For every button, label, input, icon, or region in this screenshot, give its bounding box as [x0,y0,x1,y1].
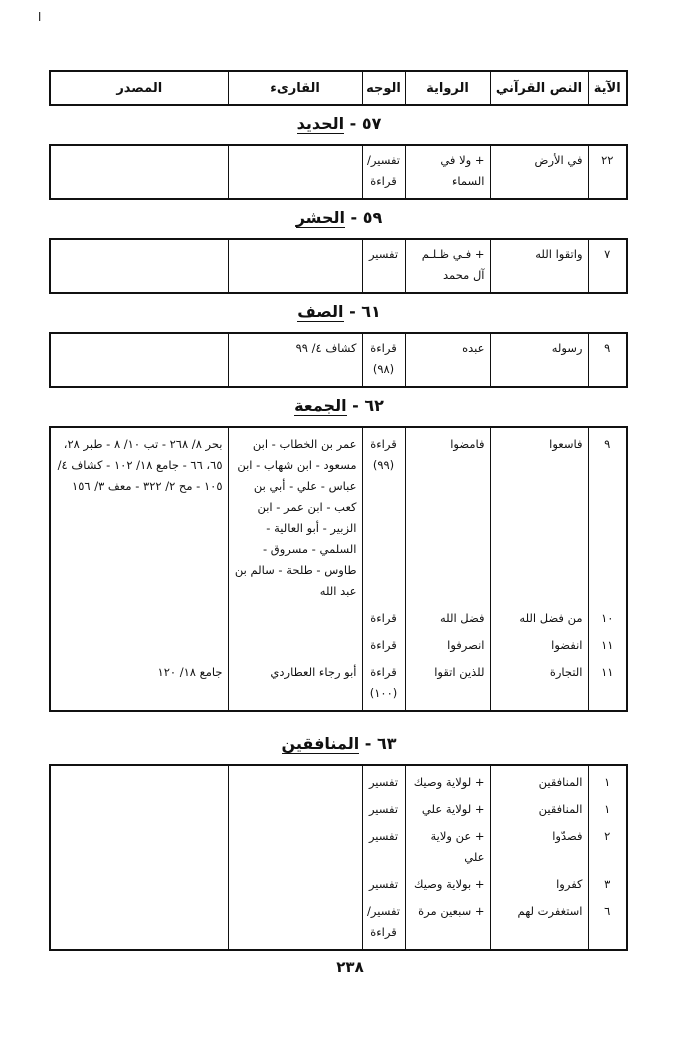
quranic-text-cell: واتقوا الله [490,239,588,293]
table-row [50,765,627,796]
narration-cell: + سبعين مرة [405,898,490,950]
surah-title: ٦١ - الصف [297,302,381,321]
ayah-cell: ٧ [588,239,627,293]
header-quranic-text: النص القرآني [490,71,588,105]
aspect-cell: قراءة (٩٩) [362,427,405,605]
reader-cell [228,796,362,823]
ayah-cell: ٦ [588,898,627,950]
source-cell [50,239,228,293]
surah-name: الحشر [295,208,345,227]
sections [50,114,628,951]
table-row [50,871,627,898]
narration-cell: + فـي ظـلـم آل محمد [405,239,490,293]
surah-table [49,426,628,712]
header-narration: الرواية [405,71,490,105]
table-row [50,796,627,823]
quranic-text-cell: المنافقين [490,796,588,823]
source-cell: بحر ٨/ ٢٦٨ - تب ١٠/ ٨ - طبر ٢٨، ٦٥، ٦٦ - جامع ١٨/ ١٠٢ - كشاف ٤/ ١٠٥ - مح ٢/ ٣٢٢ - معف ٣/ ١٥٦ [50,427,228,605]
reader-cell: كشاف ٤/ ٩٩ [228,333,362,387]
ayah-cell: ٣ [588,871,627,898]
ayah-cell: ١١ [588,632,627,659]
document-body [50,70,628,951]
reader-cell [228,145,362,199]
surah-name: الصف [297,302,344,321]
reader-cell [228,632,362,659]
quranic-text-cell: من فضل الله [490,605,588,632]
aspect-cell: قراءة (٩٨) [362,333,405,387]
table-row [50,333,627,387]
source-cell [50,765,228,796]
reader-cell: عمر بن الخطاب - ابن مسعود - ابن شهاب - ابن عباس - علي - أبي بن كعب - ابن عمر - ابن الزبير - أبو العالية - السلمي - مسروق - طاوس - طلحة - سالم بن عبد الله [228,427,362,605]
surah-table [49,238,628,294]
narration-cell: عبده [405,333,490,387]
quranic-text-cell: المنافقين [490,765,588,796]
narration-cell: للذين اتقوا [405,659,490,711]
table-row [50,145,627,199]
aspect-cell: تفسير [362,796,405,823]
source-cell [50,333,228,387]
narration-cell: + لولاية علي [405,796,490,823]
table-row [50,898,627,950]
narration-cell: + عن ولاية علي [405,823,490,871]
aspect-cell: تفسير [362,765,405,796]
header-aspect: الوجه [362,71,405,105]
narration-cell: فضل الله [405,605,490,632]
source-cell [50,632,228,659]
aspect-cell: قراءة [362,632,405,659]
surah-number: ٦١ [361,302,381,321]
surah-number: ٦٢ [364,396,384,415]
narration-cell: + بولاية وصيك [405,871,490,898]
corner-mark: ا [38,10,42,24]
surah-title: ٦٢ - الجمعة [294,396,384,415]
aspect-cell: تفسير/ قراءة [362,898,405,950]
surah-title: ٥٩ - الحشر [295,208,383,227]
ayah-cell: ١ [588,796,627,823]
reader-cell [228,898,362,950]
surah-number: ٥٩ [362,208,383,227]
ayah-cell: ١ [588,765,627,796]
quranic-text-cell: رسوله [490,333,588,387]
reader-cell [228,823,362,871]
ayah-cell: ٢ [588,823,627,871]
surah-name: الحديد [296,114,345,133]
aspect-cell: قراءة [362,605,405,632]
surah-table [49,332,628,388]
table-row [50,239,627,293]
reader-cell [228,765,362,796]
quranic-text-cell: التجارة [490,659,588,711]
quranic-text-cell: في الأرض [490,145,588,199]
surah-name: الجمعة [294,396,347,415]
quranic-text-cell: كفروا [490,871,588,898]
aspect-cell: تفسير [362,871,405,898]
narration-cell: + ولا في السماء [405,145,490,199]
reader-cell [228,239,362,293]
aspect-cell: تفسير [362,823,405,871]
quranic-text-cell: فصدّوا [490,823,588,871]
surah-number: ٥٧ [361,114,382,133]
ayah-cell: ١١ [588,659,627,711]
narration-cell: انصرفوا [405,632,490,659]
ayah-cell: ٩ [588,427,627,605]
ayah-cell: ٢٢ [588,145,627,199]
table-row [50,605,627,632]
source-cell [50,871,228,898]
source-cell [50,823,228,871]
ayah-cell: ١٠ [588,605,627,632]
source-cell: جامع ١٨/ ١٢٠ [50,659,228,711]
surah-title: ٥٧ - الحديد [296,114,382,133]
reader-cell [228,605,362,632]
surah-table [49,144,628,200]
source-cell [50,898,228,950]
source-cell [50,796,228,823]
table-row [50,427,627,605]
header-row [50,71,627,105]
surah-table [49,764,628,951]
header-table [49,70,628,106]
ayah-cell: ٩ [588,333,627,387]
page-number: ٢٣٨ [336,958,364,976]
header-source: المصدر [50,71,228,105]
header-ayah: الآية [588,71,627,105]
surah-title: ٦٣ - المنافقين [281,734,397,753]
quranic-text-cell: فاسعوا [490,427,588,605]
quranic-text-cell: انفضوا [490,632,588,659]
table-row [50,823,627,871]
aspect-cell: تفسير [362,239,405,293]
header-reader: القارىء [228,71,362,105]
surah-name: المنافقين [281,734,360,753]
aspect-cell: قراءة (١٠٠) [362,659,405,711]
surah-number: ٦٣ [376,734,397,753]
aspect-cell: تفسير/ قراءة [362,145,405,199]
narration-cell: فامضوا [405,427,490,605]
source-cell [50,145,228,199]
narration-cell: + لولاية وصيك [405,765,490,796]
reader-cell: أبو رجاء العطاردي [228,659,362,711]
reader-cell [228,871,362,898]
quranic-text-cell: استغفرت لهم [490,898,588,950]
table-row [50,632,627,659]
source-cell [50,605,228,632]
table-row [50,659,627,711]
